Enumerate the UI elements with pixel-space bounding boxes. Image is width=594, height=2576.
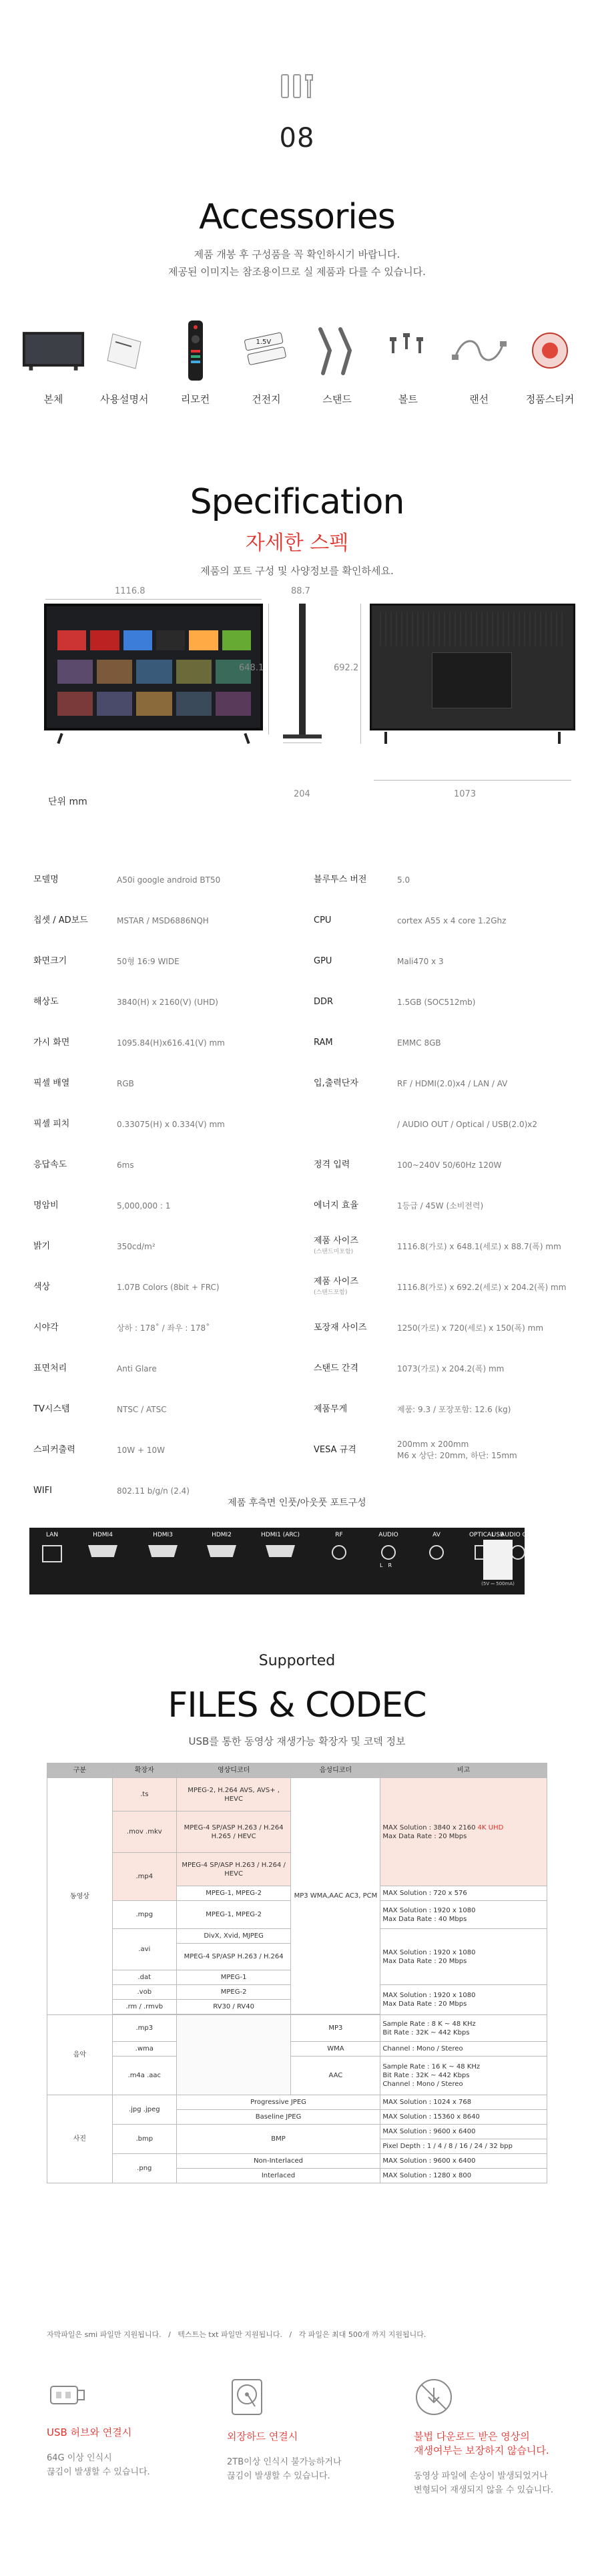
spec-key: 화면크기 (33, 956, 67, 966)
note-720: MAX Solution : 720 x 576 (380, 1886, 547, 1901)
accessory-label: 정품스티커 (525, 393, 575, 405)
spec-row (314, 1308, 581, 1348)
bolt-icon (384, 331, 431, 371)
header-note: 비고 (380, 1763, 547, 1778)
ext-png: .png (112, 2154, 176, 2183)
spec-value: 1.07B Colors (8bit + FRC) (117, 1282, 220, 1292)
spec-row (33, 1349, 300, 1389)
notice-title: USB 허브와 연결시 (47, 2426, 132, 2438)
sticker-icon (530, 331, 570, 371)
tv-side-image (299, 604, 306, 734)
spec-value: 1073(가로) x 204.2(폭) mm (397, 1363, 505, 1373)
hdd-icon (227, 2377, 267, 2417)
ext-mp3: .mp3 (112, 2015, 176, 2042)
spec-row (314, 1064, 581, 1104)
ext-dat: .dat (112, 1970, 176, 1985)
spec-value: 100~240V 50/60Hz 120W (397, 1160, 502, 1170)
spec-key: GPU (314, 956, 332, 966)
spec-row (33, 1145, 300, 1185)
spec-key: 제품무게 (314, 1404, 348, 1414)
category-music: 음악 (47, 2015, 113, 2095)
dec-jpg-baseline: Baseline JPEG (176, 2110, 380, 2125)
port-lan: LAN (32, 1532, 72, 1562)
accessory-item (305, 324, 369, 406)
spec-value: NTSC / ATSC (117, 1404, 167, 1414)
rear-height-dim: 692.2 (334, 663, 359, 673)
ext-bmp: .bmp (112, 2125, 176, 2154)
spec-row (33, 982, 300, 1022)
rear-width-dim: 1073 (454, 789, 477, 799)
spec-value: 0.33075(H) x 0.334(V) mm (117, 1119, 225, 1129)
spec-key: TV시스템 (33, 1404, 70, 1414)
spec-key: 표면처리 (33, 1363, 67, 1373)
spec-row (314, 982, 581, 1022)
notice-desc: 64G 이상 인식시 끊김이 발생할 수 있습니다. (47, 2453, 150, 2477)
tv-front-image (44, 604, 263, 730)
codec-footnote: 자막파일은 smi 파일만 지원됩니다. / 텍스트는 txt 파일만 지원됩니다. / 각 파일은 최대 500개 까지 지원됩니다. (47, 2330, 426, 2339)
dec-mov-mkv: MPEG-4 SP/ASP H.263 / H.264 H.265 / HEVC (176, 1811, 291, 1853)
spec-row (314, 1145, 581, 1185)
no-download-icon (414, 2377, 454, 2417)
usb-hub-icon (47, 2377, 87, 2413)
notice-illegal-download (414, 2377, 594, 2497)
note-png-1: MAX Solution : 9600 x 6400 (380, 2154, 547, 2169)
note-wma: Channel : Mono / Stereo (380, 2042, 547, 2057)
notice-title: 외장하드 연결시 (227, 2430, 298, 2442)
header-video-decoder: 영상디코더 (176, 1763, 291, 1778)
port-hdmi3: HDMI3 (143, 1532, 183, 1557)
spec-subtitle: 자세한 스펙 (245, 531, 349, 555)
port-hdmi1-arc: HDMI1 (ARC) (260, 1532, 300, 1557)
spec-row (314, 1389, 581, 1430)
accessory-label: 스탠드 (322, 393, 352, 405)
spec-value: EMMC 8GB (397, 1038, 441, 1048)
audio-lr-labels: LR (379, 1562, 398, 1568)
ext-ts: .ts (112, 1778, 176, 1811)
spec-key: 모델명 (33, 875, 59, 885)
spec-row (314, 860, 581, 900)
note-aac: Sample Rate : 16 K ~ 48 KHz Bit Rate : 32K ~ 442 Kbps Channel : Mono / Stereo (380, 2057, 547, 2095)
spec-key: 밝기 (33, 1241, 51, 1251)
dec-ts: MPEG-2, H.264 AVS, AVS+ , HEVC (176, 1778, 291, 1811)
notice-desc: 2TB이상 인식시 불가능하거나 끊김이 발생할 수 있습니다. (227, 2457, 342, 2481)
spec-value: 1095.84(H)x616.41(V) mm (117, 1038, 225, 1048)
spec-key: 스탠드 간격 (314, 1363, 358, 1373)
accessories-desc-1: 제품 개봉 후 구성품을 꼭 확인하시기 바랍니다. (194, 248, 400, 260)
spec-key: 픽셀 배열 (33, 1078, 70, 1088)
spec-row (314, 1023, 581, 1063)
spec-value: 6ms (117, 1160, 134, 1170)
port-rf: RF (319, 1532, 359, 1560)
accessory-item (234, 324, 298, 406)
spec-value: RGB (117, 1078, 134, 1088)
port-usb: USB (5V ⎓ 500mA) (478, 1532, 518, 1587)
spec-value: 350cd/m² (117, 1241, 156, 1251)
accessory-label: 사용설명서 (100, 393, 149, 405)
spec-key: 스피커출력 (33, 1445, 75, 1455)
stand-icon (314, 324, 360, 377)
spec-value: Mali470 x 3 (397, 956, 444, 966)
dec-mp4-2: MPEG-1, MPEG-2 (176, 1886, 291, 1901)
notice-usb-hub (47, 2377, 227, 2479)
notice-desc: 동영상 파일에 손상이 발생되었거나 변형되어 재생되지 않을 수 있습니다. (414, 2471, 554, 2495)
spec-row (314, 901, 581, 941)
spec-row (314, 1430, 581, 1470)
front-height-dim: 648.1 (239, 663, 264, 673)
dec-mp4: MPEG-4 SP/ASP H.263 / H.264 / HEVC (176, 1853, 291, 1886)
accessory-item (164, 324, 228, 406)
spec-row (33, 1430, 300, 1470)
dec-aac: AAC (291, 2057, 380, 2095)
spec-key: 해상도 (33, 997, 59, 1007)
spec-desc: 제품의 포트 구성 및 사양정보를 확인하세요. (200, 565, 394, 577)
spec-value: 200mm x 200mm M6 x 상단: 20mm, 하단: 15mm (397, 1440, 517, 1460)
music-video-empty (176, 2015, 291, 2095)
spec-row (33, 1186, 300, 1226)
accessory-item (92, 324, 156, 406)
accessory-label: 랜선 (469, 393, 489, 405)
ext-wma: .wma (112, 2042, 176, 2057)
dec-jpg-progressive: Progressive JPEG (176, 2095, 380, 2110)
spec-row (314, 941, 581, 982)
spec-row (33, 1227, 300, 1267)
accessory-item (447, 324, 511, 406)
spec-key: DDR (314, 997, 334, 1007)
notice-external-hdd (227, 2377, 407, 2483)
accessories-desc-2: 제공된 이미지는 참조용이므로 실 제품과 다를 수 있습니다. (168, 266, 426, 278)
manual-icon (101, 327, 147, 374)
dec-bmp: BMP (176, 2125, 380, 2154)
tv-icon (21, 327, 85, 374)
note-1080-mpg: MAX Solution : 1920 x 1080 Max Data Rate : 40 Mbps (380, 1901, 547, 1929)
dec-avi-1: DivX, Xvid, MJPEG (176, 1929, 291, 1944)
category-photo: 사진 (47, 2095, 113, 2183)
lan-cable-icon (449, 331, 509, 371)
codec-desc: USB를 통한 동영상 재생가능 확장자 및 코덱 정보 (188, 1735, 406, 1747)
spec-key: VESA 규격 (314, 1445, 356, 1455)
spec-value: RF / HDMI(2.0)x4 / LAN / AV (397, 1078, 508, 1088)
dec-png-non-interlaced: Non-Interlaced (176, 2154, 380, 2169)
note-4k: MAX Solution : 3840 x 2160 4K UHD Max Data Rate : 20 Mbps (380, 1778, 547, 1886)
dec-mp3: MP3 (291, 2015, 380, 2042)
spec-value: 제품: 9.3 / 포장포함: 12.6 (kg) (397, 1404, 511, 1414)
port-audio-out: AUDIO OUT (498, 1532, 538, 1560)
video-audio-decoder: MP3 WMA,AAC AC3, PCM (291, 1778, 380, 2014)
ext-jpg: .jpg .jpeg (112, 2095, 176, 2125)
spec-row (314, 1104, 581, 1144)
accessories-title: Accessories (199, 197, 395, 237)
spec-row (314, 1186, 581, 1226)
spec-key: 포장재 사이즈 (314, 1323, 367, 1333)
spec-key: 정격 입력 (314, 1160, 350, 1170)
dec-avi-2: MPEG-4 SP/ASP H.263 / H.264 (176, 1944, 291, 1970)
side-width-dim: 204 (294, 789, 310, 799)
spec-value: 802.11 b/g/n (2.4) (117, 1486, 190, 1496)
category-video: 동영상 (47, 1778, 113, 2015)
port-panel (29, 1528, 535, 1594)
spec-key: 블루투스 버전 (314, 875, 367, 885)
dec-vob: MPEG-2 (176, 1985, 291, 2000)
spec-value: 1등급 / 45W (소비전력) (397, 1201, 484, 1211)
accessory-item (21, 324, 85, 406)
battery-icon (243, 331, 290, 371)
spec-key: 제품 사이즈 (스탠드포함) (314, 1277, 358, 1296)
spec-key: 시야각 (33, 1323, 59, 1333)
spec-key: 명암비 (33, 1201, 59, 1211)
spec-key: 가시 화면 (33, 1038, 70, 1048)
note-1080-rm: MAX Solution : 1920 x 1080 Max Data Rate : 20 Mbps (380, 1985, 547, 2015)
accessory-item (518, 324, 582, 406)
ports-title: 제품 후측면 인풋/아웃풋 포트구성 (228, 1498, 366, 1508)
accessory-label: 건전지 (252, 393, 281, 405)
note-bmp-2: Pixel Depth : 1 / 4 / 8 / 16 / 24 / 32 bpp (380, 2139, 547, 2154)
note-bmp-1: MAX Solution : 9600 x 6400 (380, 2125, 547, 2139)
codec-title: FILES & CODEC (168, 1685, 426, 1725)
spec-value: Anti Glare (117, 1363, 157, 1373)
spec-key: 제품 사이즈 (스탠드미포함) (314, 1236, 358, 1255)
header-audio-decoder: 음성디코더 (291, 1763, 380, 1778)
spec-value: / AUDIO OUT / Optical / USB(2.0)x2 (397, 1119, 537, 1129)
port-av: AV (416, 1532, 457, 1560)
spec-key: 픽셀 피치 (33, 1119, 70, 1129)
spec-value: 상하 : 178˚ / 좌우 : 178˚ (117, 1323, 210, 1333)
spec-key: 응답속도 (33, 1160, 67, 1170)
ext-m4a-aac: .m4a .aac (112, 2057, 176, 2095)
note-1080-avi: MAX Solution : 1920 x 1080 Max Data Rate : 20 Mbps (380, 1929, 547, 1985)
spec-row (33, 1023, 300, 1063)
header-extension: 확장자 (112, 1763, 176, 1778)
accessory-label: 리모컨 (180, 393, 210, 405)
tools-icon (280, 72, 314, 101)
note-png-2: MAX Solution : 1280 x 800 (380, 2169, 547, 2183)
spec-key: CPU (314, 915, 332, 925)
notice-title: 불법 다운로드 받은 영상의 재생여부는 보장하지 않습니다. (414, 2430, 549, 2456)
side-depth-dim: 88.7 (291, 586, 310, 596)
spec-key: WIFI (33, 1486, 52, 1496)
port-audio: AUDIO LR (368, 1532, 408, 1568)
ext-mpg: .mpg (112, 1901, 176, 1929)
accessory-label: 볼트 (398, 393, 418, 405)
unit-label: 단위 mm (48, 797, 87, 807)
dec-wma: WMA (291, 2042, 380, 2057)
ext-avi: .avi (112, 1929, 176, 1970)
usb-power-note: (5V ⎓ 500mA) (481, 1581, 515, 1586)
spec-title: Specification (190, 482, 404, 522)
spec-row (33, 1267, 300, 1307)
remote-icon (186, 319, 206, 382)
spec-key: 입,출력단자 (314, 1078, 358, 1088)
spec-value: 1116.8(가로) x 648.1(세로) x 88.7(폭) mm (397, 1241, 561, 1251)
dec-rm: RV30 / RV40 (176, 2000, 291, 2014)
front-width-dim: 1116.8 (115, 586, 145, 596)
spec-key: 색상 (33, 1282, 51, 1292)
spec-row (33, 901, 300, 941)
spec-value: MSTAR / MSD6886NQH (117, 915, 209, 925)
dec-png-interlaced: Interlaced (176, 2169, 380, 2183)
spec-value: cortex A55 x 4 core 1.2Ghz (397, 915, 507, 925)
spec-row (33, 1389, 300, 1430)
dec-mpg: MPEG-1, MPEG-2 (176, 1901, 291, 1929)
codec-table (47, 1763, 547, 2183)
spec-value: 1250(가로) x 720(세로) x 150(폭) mm (397, 1323, 544, 1333)
spec-value: 1116.8(가로) x 692.2(세로) x 204.2(폭) mm (397, 1282, 567, 1292)
spec-key: RAM (314, 1038, 333, 1048)
header-category: 구분 (47, 1763, 113, 1778)
spec-key: 에너지 효율 (314, 1201, 358, 1211)
accessories-list (21, 324, 582, 406)
spec-value: 10W + 10W (117, 1445, 165, 1455)
spec-value: 5,000,000 : 1 (117, 1201, 171, 1211)
ext-mov-mkv: .mov .mkv (112, 1811, 176, 1853)
note-mp3: Sample Rate : 8 K ~ 48 KHz Bit Rate : 32K ~ 442 Kbps (380, 2015, 547, 2042)
accessory-label: 본체 (43, 393, 63, 405)
ext-vob: .vob (112, 1985, 176, 2000)
spec-row (33, 941, 300, 982)
section-number: 08 (279, 123, 315, 154)
spec-row (33, 860, 300, 900)
spec-row (314, 1349, 581, 1389)
spec-value: 1.5GB (SOC512mb) (397, 997, 476, 1007)
spec-value: A50i google android BT50 (117, 875, 221, 885)
spec-value: 5.0 (397, 875, 410, 885)
dec-dat: MPEG-1 (176, 1970, 291, 1985)
spec-row (33, 1064, 300, 1104)
spec-value: 3840(H) x 2160(V) (UHD) (117, 997, 218, 1007)
spec-row (314, 1227, 581, 1267)
spec-row (33, 1104, 300, 1144)
note-jpg-1: MAX Solution : 1024 x 768 (380, 2095, 547, 2110)
port-optical: OPTICAL (462, 1532, 502, 1560)
battery-label: 1.5V (256, 338, 272, 346)
port-hdmi2: HDMI2 (202, 1532, 242, 1557)
spec-key: 칩셋 / AD보드 (33, 915, 88, 925)
ext-mp4: .mp4 (112, 1853, 176, 1901)
spec-row (314, 1267, 581, 1307)
port-hdmi4: HDMI4 (83, 1532, 123, 1557)
accessory-item (376, 324, 440, 406)
codec-pre-title: Supported (258, 1653, 336, 1669)
spec-value: 50형 16:9 WIDE (117, 956, 180, 966)
note-jpg-2: MAX Solution : 15360 x 8640 (380, 2110, 547, 2125)
ext-rm: .rm / .rmvb (112, 2000, 176, 2014)
tv-rear-image (370, 604, 575, 730)
spec-row (33, 1308, 300, 1348)
